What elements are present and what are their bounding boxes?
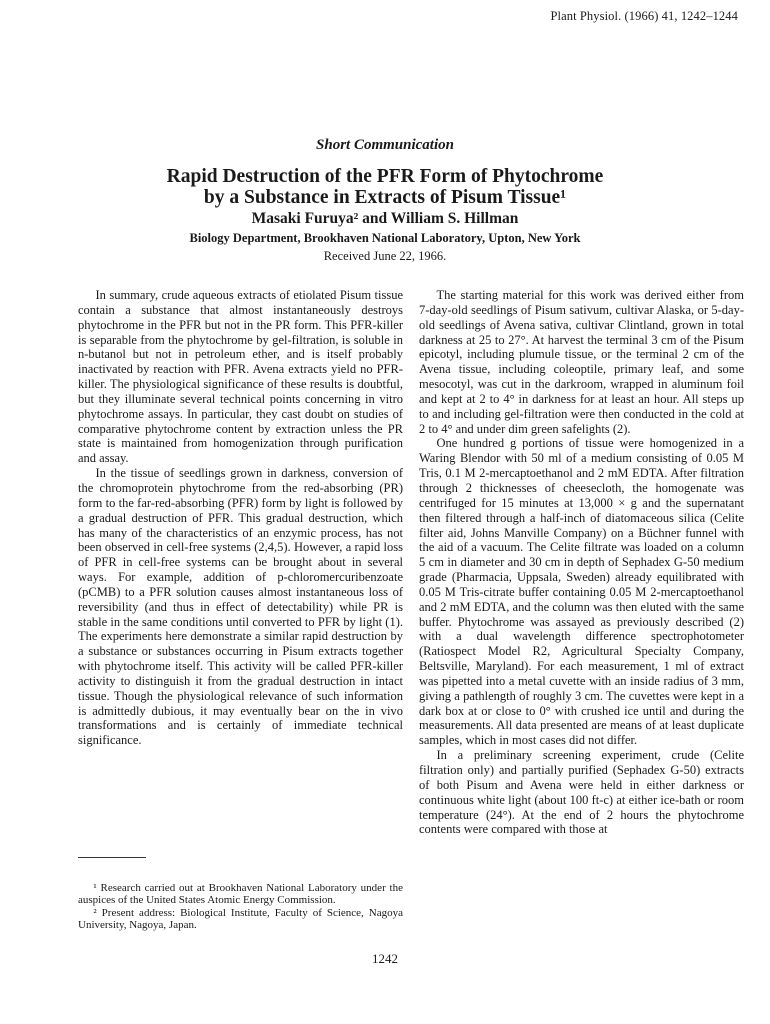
section-label: Short Communication <box>316 137 454 153</box>
article-title <box>0 166 770 208</box>
right-column <box>419 288 744 837</box>
footnote-1: ¹ Research carried out at Brookhaven National Laboratory under the auspices of the United States Atomic Energy Commission. <box>78 882 403 907</box>
title-line-1: Rapid Destruction of the PFR Form of Phytochrome <box>166 166 604 187</box>
journal-reference: Plant Physiol. (1966) 41, 1242–1244 <box>550 9 738 23</box>
affiliation: Biology Department, Brookhaven National Laboratory, Upton, New York <box>189 231 581 245</box>
paragraph-materials: The starting material for this work was derived either from 7-day-old seedlings of Pisum sativum, cultivar Alaska, or 5-day-old seedlings of Avena sativa, cultivar Clintland, grown in total darkness at 25 to 27°. At harvest the terminal 3 cm of the Pisum epicotyl, including plumule tissue, or the terminal 2 cm of the Avena tissue, including coleoptile, primary leaf, and some mesocotyl, was cut in the darkroom, wrapped in aluminum foil and kept at 2 to 4° in darkness for at least an hour. All steps up to and including gel-filtration were then conducted in the cold at 2 to 4° and under dim green safelights (2). <box>419 288 744 436</box>
left-column <box>78 288 403 748</box>
paragraph-introduction: In the tissue of seedlings grown in darkness, conversion of the chromoprotein phytochrome from the red-absorbing (PR) form to the far-red-absorbing (PFR) form by light is followed by a gradual destruction of PFR. This gradual destruction, which has many of the characteristics of an enzymic process, has not been observed in cell-free systems (2,4,5). However, a rapid loss of PFR in cell-free systems can be brought about in several ways. For example, addition of p-chloromercuribenzoate (pCMB) to a PFR solution causes almost instantaneous loss of reversibility (and thus in effect of detectability) while PR is stable in the same conditions until converted to PFR by light (1). The experiments here demonstrate a similar rapid destruction by a substance or substances occurring in Pisum extracts together with phytochrome itself. This activity will be called PFR-killer activity to distinguish it from the gradual destruction in intact tissue. Though the physiological relevance of such information is admittedly dubious, it may eventually bear on the in vivo transformations and is certainly of immediate technical significance. <box>78 466 403 748</box>
paragraph-screening: In a preliminary screening experiment, crude (Celite filtration only) and partially purified (Sephadex G-50) extracts of both Pisum and Avena were held in either darkness or continuous white light (about 100 ft-c) at either ice-bath or room temperature (24°). At the end of 2 hours the phytochrome contents were compared with those at <box>419 748 744 837</box>
paragraph-summary: In summary, crude aqueous extracts of etiolated Pisum tissue contain a substance that almost instantaneously destroys phytochrome in the PFR but not in the PR form. This PFR-killer is separable from the phytochrome by gel-filtration, is soluble in n-butanol but not in petroleum ether, and is itself probably inactivated by reaction with PFR. Avena extracts yield no PFR-killer. The physiological significance of these results is doubtful, but they illuminate several technical points concerning in vitro phytochrome assays. In particular, they cast doubt on studies of comparative phytochrome content by extraction unless the PR state is maintained from homogenization through purification and assay. <box>78 288 403 466</box>
footnote-divider <box>78 857 146 858</box>
footnotes <box>78 882 403 932</box>
paragraph-methods: One hundred g portions of tissue were homogenized in a Waring Blendor with 50 ml of a medium consisting of 0.05 M Tris, 0.1 M 2-mercaptoethanol and 2 mM EDTA. After filtration through 2 thicknesses of cheesecloth, the homogenate was centrifuged for 15 minutes at 13,000 × g and the supernatant then filtered through a half-inch of diatomaceous silica (Celite filter aid, Johns Manville Company) on a Büchner funnel with the aid of a vacuum. The Celite filtrate was loaded on a column 5 cm in diameter and 30 cm in depth of Sephadex G-50 medium grade (Pharmacia, Uppsala, Sweden) already equilibrated with 0.05 M Tris-citrate buffer containing 0.05 M 2-mercaptoethanol and 2 mM EDTA, and the column was then eluted with the same buffer. Phytochrome was assayed as previously described (2) with a dual wavelength difference spectrophotometer (Ratiospect Model R2, Agricultural Specialty Company, Beltsville, Maryland). For each measurement, 1 ml of extract was pipetted into a metal cuvette with an inside radius of 3 mm, giving a pathlength of roughly 3 cm. The cuvettes were kept in a dark box at or close to 0° with crushed ice until and during the measurements. All data presented are means of at least duplicate samples, which in most cases did not differ. <box>419 436 744 748</box>
footnote-2: ² Present address: Biological Institute, Faculty of Science, Nagoya University, Nagoya, Japan. <box>78 906 403 932</box>
authors: Masaki Furuya² and William S. Hillman <box>251 210 519 227</box>
page-number: 1242 <box>372 951 398 966</box>
title-line-2: by a Substance in Extracts of Pisum Tissue¹ <box>203 187 567 208</box>
received-date: Received June 22, 1966. <box>323 249 447 263</box>
